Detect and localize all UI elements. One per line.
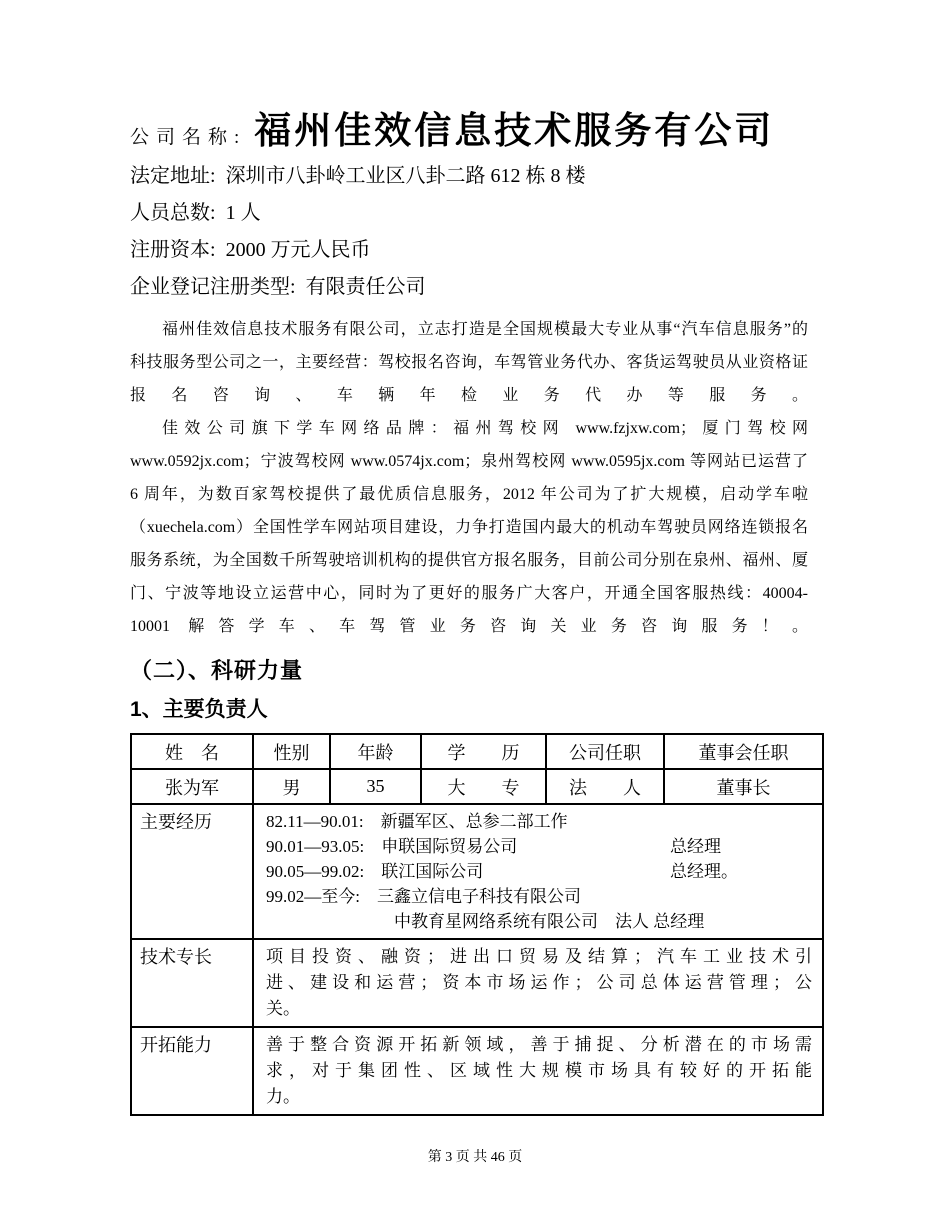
info-line-address <box>130 158 822 195</box>
development-label: 开拓能力 <box>131 1027 253 1115</box>
header-cell-board-role: 董事会任职 <box>664 734 823 769</box>
development-line: 求，对于集团性、区域性大规模市场具有较好的开拓能 <box>266 1061 812 1080</box>
table-person-row <box>131 769 823 804</box>
address-label: 法定地址: <box>130 165 216 187</box>
paragraph-line: 10001 解答学车、车驾管业务咨询关业务咨询服务！。 <box>130 618 808 635</box>
paragraph-line: （xuechela.com）全国性学车网站项目建设，力争打造国内最大的机动车驾驶员网络连锁报名 <box>130 519 808 536</box>
header-cell-gender: 性别 <box>253 734 330 769</box>
table-experience-row <box>131 804 823 939</box>
page-footer: 第 3 页 共 46 页 <box>427 1150 523 1165</box>
person-education: 大 专 <box>421 769 546 804</box>
header-cell-age: 年龄 <box>330 734 421 769</box>
experience-text: 82.11—90.01: 新疆军区、总参二部工作 <box>266 812 568 831</box>
development-line: 力。 <box>266 1087 300 1106</box>
paragraph-line: 6 周年，为数百家驾校提供了最优质信息服务，2012 年公司为了扩大规模，启动学车啦 <box>130 486 808 503</box>
header-cell-education: 学 历 <box>421 734 546 769</box>
person-board-role: 董事长 <box>664 769 823 804</box>
info-line-headcount <box>130 195 822 232</box>
paragraph-line: 服务系统，为全国数千所驾驶培训机构的提供官方报名服务，目前公司分别在泉州、福州、厦 <box>130 552 808 569</box>
skills-label: 技术专长 <box>131 939 253 1027</box>
experience-text: 中教育星网络系统有限公司 法人 总经理 <box>394 912 705 931</box>
headcount-label: 人员总数: <box>130 202 216 224</box>
skills-line: 关。 <box>266 999 300 1018</box>
intro-paragraph <box>130 313 808 412</box>
experience-line <box>266 884 812 909</box>
personnel-table <box>130 733 824 1116</box>
capital-value: 2000 万元人民币 <box>225 239 371 261</box>
info-line-capital <box>130 232 822 269</box>
registration-type-value: 有限责任公司 <box>305 276 426 298</box>
document-content <box>130 0 822 1116</box>
paragraph-line: 门、宁波等地设立运营中心，同时为了更好的服务广大客户，开通全国客服热线：40004- <box>130 585 808 602</box>
table-development-row <box>131 1027 823 1115</box>
company-name-label: 公司名称: <box>130 127 247 148</box>
company-name: 福州佳效信息技术服务有公司 <box>254 110 775 151</box>
experience-label: 主要经历 <box>131 804 253 939</box>
address-value: 深圳市八卦岭工业区八卦二路 612 栋 8 楼 <box>225 165 586 187</box>
paragraph-line: 佳效公司旗下学车网络品牌：福州驾校网 www.fzjxw.com；厦门驾校网 <box>162 420 808 437</box>
header-cell-name: 姓 名 <box>131 734 253 769</box>
headcount-value: 1 人 <box>225 202 261 224</box>
paragraph-line: 科技服务型公司之一，主要经营：驾校报名咨询，车驾管业务代办、客货运驾驶员从业资格证 <box>130 354 808 371</box>
paragraph-line: 报名咨询、车辆年检业务代办等服务。 <box>130 387 808 404</box>
paragraph-line: www.0592jx.com；宁波驾校网 www.0574jx.com；泉州驾校网 www.0595jx.com 等网站已运营了 <box>130 453 808 470</box>
experience-line <box>266 834 812 859</box>
experience-text: 90.05—99.02: 联江国际公司 <box>266 862 484 881</box>
person-gender: 男 <box>253 769 330 804</box>
table-header-row <box>131 734 823 769</box>
skills-line: 进、建设和运营；资本市场运作；公司总体运营管理；公 <box>266 973 812 992</box>
experience-text: 90.01—93.05: 申联国际贸易公司 <box>266 837 518 856</box>
development-line: 善于整合资源开拓新领域，善于捕捉、分析潜在的市场需 <box>266 1035 812 1054</box>
section-heading-research: （二）、科研力量 <box>130 658 304 683</box>
experience-line <box>266 859 812 884</box>
paragraph-line: 福州佳效信息技术服务有限公司，立志打造是全国规模最大专业从事“汽车信息服务”的 <box>162 321 808 338</box>
skills-cell <box>253 939 823 1027</box>
skills-line: 项目投资、融资；进出口贸易及结算；汽车工业技术引 <box>266 947 812 966</box>
experience-cell <box>253 804 823 939</box>
experience-line <box>266 809 812 834</box>
company-title-row <box>130 100 822 158</box>
brand-paragraph <box>130 412 808 643</box>
subsection-heading-principal: 1、主要负责人 <box>130 698 268 721</box>
capital-label: 注册资本: <box>130 239 216 261</box>
header-cell-company-role: 公司任职 <box>546 734 664 769</box>
person-company-role: 法 人 <box>546 769 664 804</box>
experience-title: 总经理 <box>670 837 722 856</box>
body-paragraphs <box>130 313 808 643</box>
experience-line <box>266 909 812 934</box>
person-name: 张为军 <box>131 769 253 804</box>
experience-title: 总经理。 <box>670 862 739 881</box>
development-cell <box>253 1027 823 1115</box>
person-age: 35 <box>330 769 421 804</box>
registration-type-label: 企业登记注册类型: <box>130 276 296 298</box>
experience-text: 99.02—至今: 三鑫立信电子科技有限公司 <box>266 887 581 906</box>
info-line-registration-type <box>130 269 822 306</box>
table-skills-row <box>131 939 823 1027</box>
